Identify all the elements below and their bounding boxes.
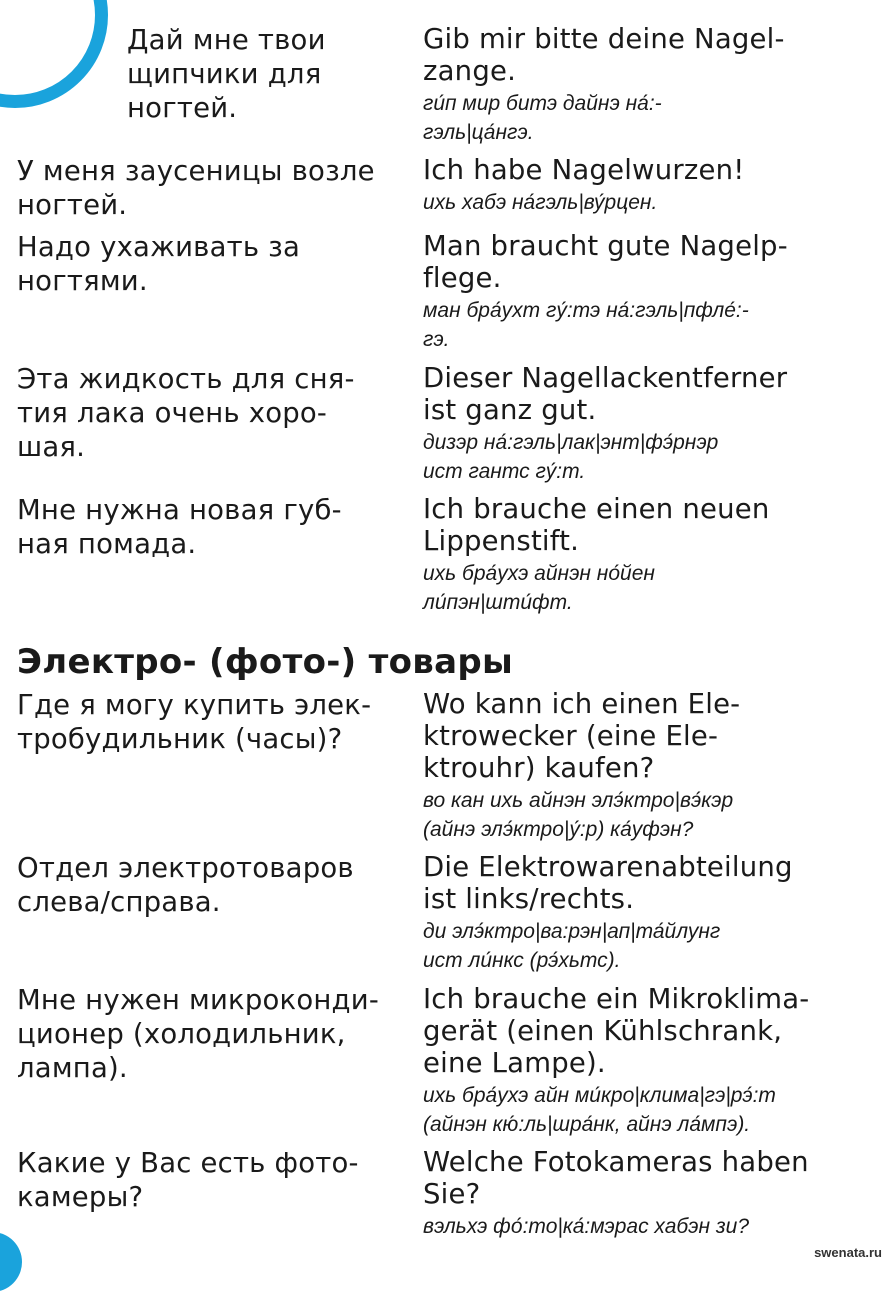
russian-phrase: Надо ухаживать за ногтями. [17, 231, 301, 297]
page-corner-decoration [0, 1232, 22, 1292]
german-phrase: Welche Fotokameras haben Sie? [423, 1146, 809, 1210]
russian-phrase: Мне нужна новая губ- ная помада. [17, 494, 342, 560]
german-phrase: Dieser Nagellackentferner ist ganz gut. [423, 362, 788, 426]
german-phrase: Ich brauche ein Mikroklima- gerät (einen Kühlschrank, eine Lampe). [423, 983, 810, 1079]
russian-phrase: Мне нужен микроконди- ционер (холодильник, лампа). [17, 984, 379, 1084]
transcription: ди элэ́ктро|ва:рэн|ап|та́йлунг ист ли́нкс (рэ́хьтс). [423, 920, 721, 972]
transcription: дизэр на́:гэль|лак|энт|фэ́рнэр ист гантс гу́:т. [423, 431, 719, 483]
russian-phrase: Где я могу купить элек- тробудильник (часы)? [17, 689, 372, 755]
transcription: ги́п мир битэ дайнэ на́:- гэль|ца́нгэ. [423, 92, 662, 144]
german-phrase: Wo kann ich einen Ele- ktrowecker (eine Ele- ktrouhr) kaufen? [423, 688, 741, 784]
russian-phrase: Какие у Вас есть фото- камеры? [17, 1147, 359, 1213]
german-phrase: Ich brauche einen neuen Lippenstift. [423, 493, 770, 557]
german-phrase: Ich habe Nagelwurzen! [423, 154, 745, 186]
russian-phrase: У меня заусеницы возле ногтей. [17, 155, 375, 221]
transcription: ман бра́ухт гу́:тэ на́:гэль|пфле́:- гэ. [423, 299, 749, 351]
watermark: swenata.ru [814, 1245, 882, 1260]
corner-badge [0, 0, 108, 108]
transcription: ихь бра́ухэ айнэн но́йен ли́пэн|шти́фт. [423, 562, 655, 614]
transcription: вэльхэ фо́:то|ка́:мэрас хабэн зи? [423, 1215, 750, 1238]
russian-phrase: Отдел электротоваров слева/справа. [17, 852, 354, 918]
transcription: ихь бра́ухэ айн ми́кро|клима|гэ|рэ́:т (айнэн кю́:ль|шра́нк, айнэ ла́мпэ). [423, 1084, 776, 1136]
german-phrase: Man braucht gute Nagelp- flege. [423, 230, 788, 294]
german-phrase: Gib mir bitte deine Nagel- zange. [423, 23, 785, 87]
russian-phrase: Дай мне твои щипчики для ногтей. [127, 24, 326, 124]
german-phrase: Die Elektrowarenabteilung ist links/rechts. [423, 851, 793, 915]
section-title: Электро- (фото-) товары [17, 642, 514, 682]
russian-phrase: Эта жидкость для сня- тия лака очень хоро- шая. [17, 363, 355, 463]
transcription: во кан ихь айнэн элэ́ктро|вэ́кэр (айнэ элэ́ктро|у́:р) ка́уфэн? [423, 789, 734, 841]
transcription: ихь хабэ на́гэль|ву́рцен. [423, 191, 658, 214]
